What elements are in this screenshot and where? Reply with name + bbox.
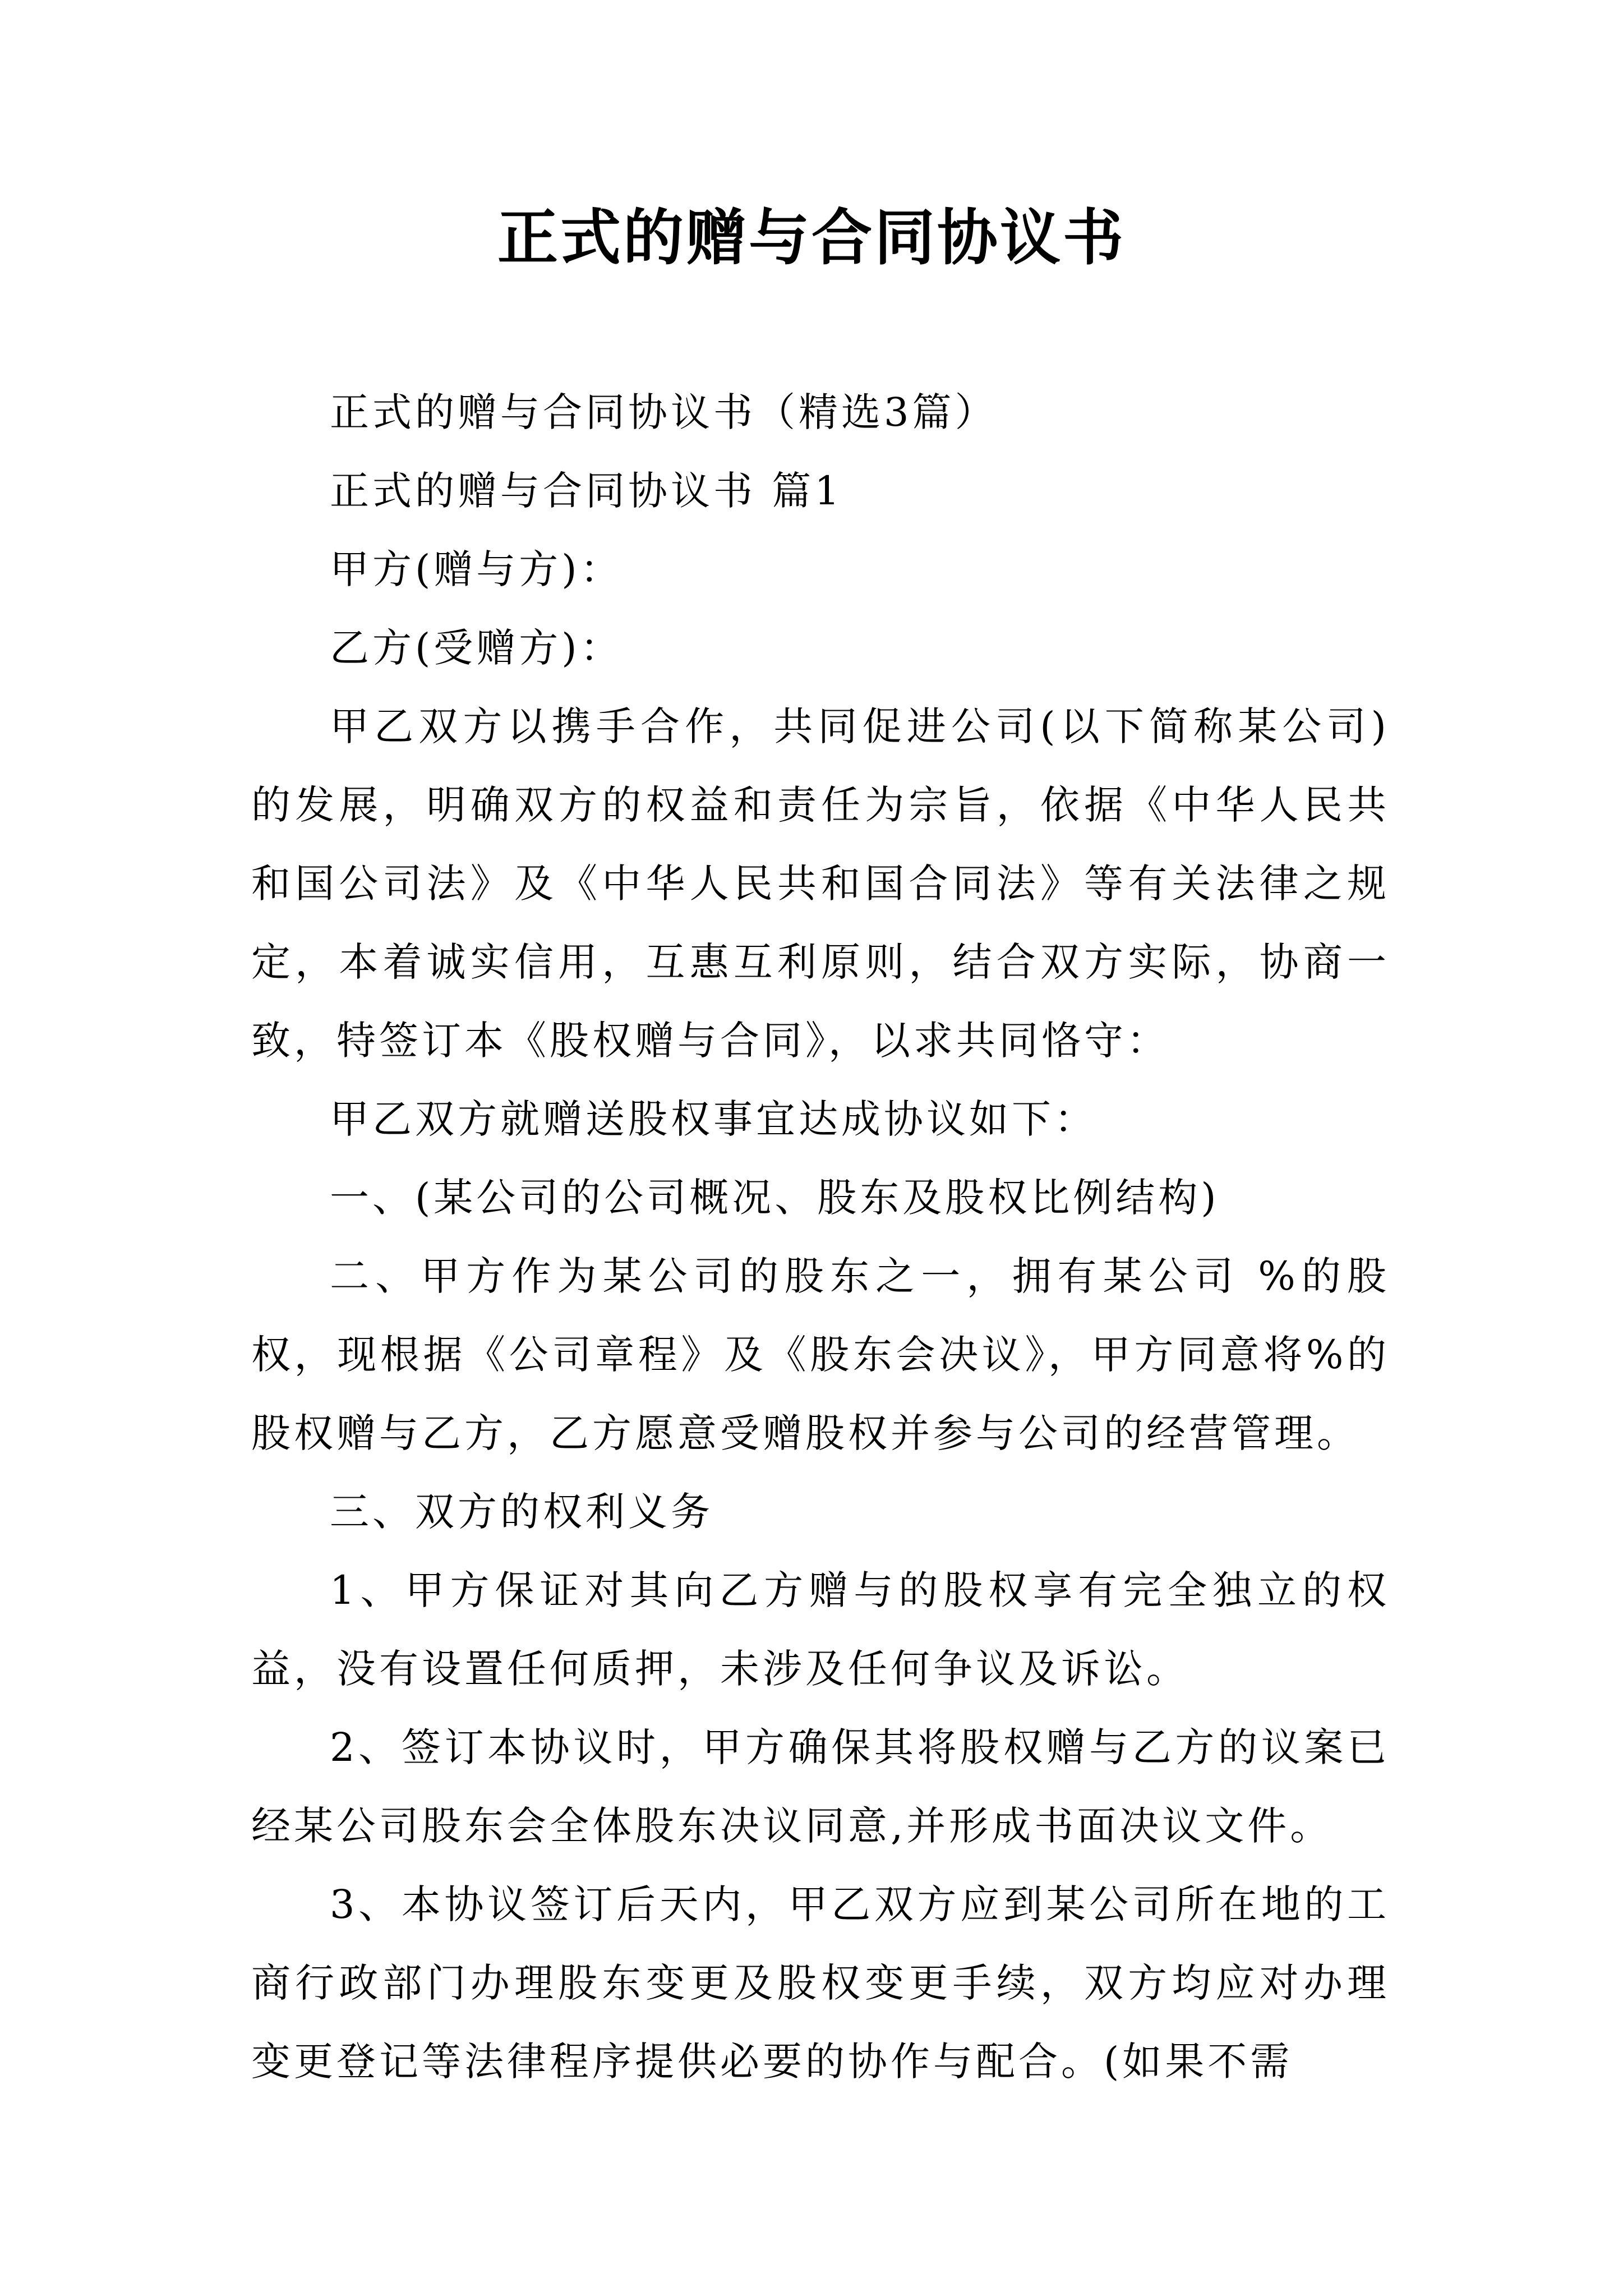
paragraph-clause-2: 二、甲方作为某公司的股东之一，拥有某公司 %的股权，现根据《公司章程》及《股东会决议》，甲方同意将%的股权赠与乙方，乙方愿意受赠股权并参与公司的经营管理。: [251, 1253, 1390, 1456]
paragraph-clause-3: 三、双方的权利义务: [330, 1489, 713, 1535]
paragraph-agreement-intro: 甲乙双方就赠送股权事宜达成协议如下：: [330, 1096, 1097, 1142]
paragraph-party-b: 乙方(受赠方)：: [330, 625, 623, 671]
paragraph-clause-1: 一、(某公司的公司概况、股东及股权比例结构): [330, 1175, 1220, 1221]
paragraph-preamble: 甲乙双方以携手合作，共同促进公司(以下简称某公司)的发展，明确双方的权益和责任为宗旨，依据《中华人民共和国公司法》及《中华人民共和国合同法》等有关法律之规定，本着诚实信用，互惠互利原则，结合双方实际，协商一致，特签订本《股权赠与合同》，以求共同恪守：: [251, 703, 1390, 1064]
paragraph-item-3: 3、本协议签订后天内，甲乙双方应到某公司所在地的工商行政部门办理股东变更及股权变更手续，双方均应对办理变更登记等法律程序提供必要的协作与配合。(如果不需: [251, 1881, 1390, 2085]
document-title: 正式的赠与合同协议书: [497, 203, 1126, 273]
paragraph-section-heading: 正式的赠与合同协议书 篇1: [330, 468, 843, 514]
paragraph-subtitle: 正式的赠与合同协议书（精选3篇）: [330, 389, 998, 435]
document-body: [251, 373, 1390, 2101]
paragraph-item-2: 2、签订本协议时，甲方确保其将股权赠与乙方的议案已经某公司股东会全体股东决议同意,并形成书面决议文件。: [251, 1724, 1390, 1849]
paragraph-party-a: 甲方(赠与方)：: [330, 546, 623, 592]
paragraph-item-1: 1、甲方保证对其向乙方赠与的股权享有完全独立的权益，没有设置任何质押，未涉及任何争议及诉讼。: [251, 1567, 1390, 1692]
